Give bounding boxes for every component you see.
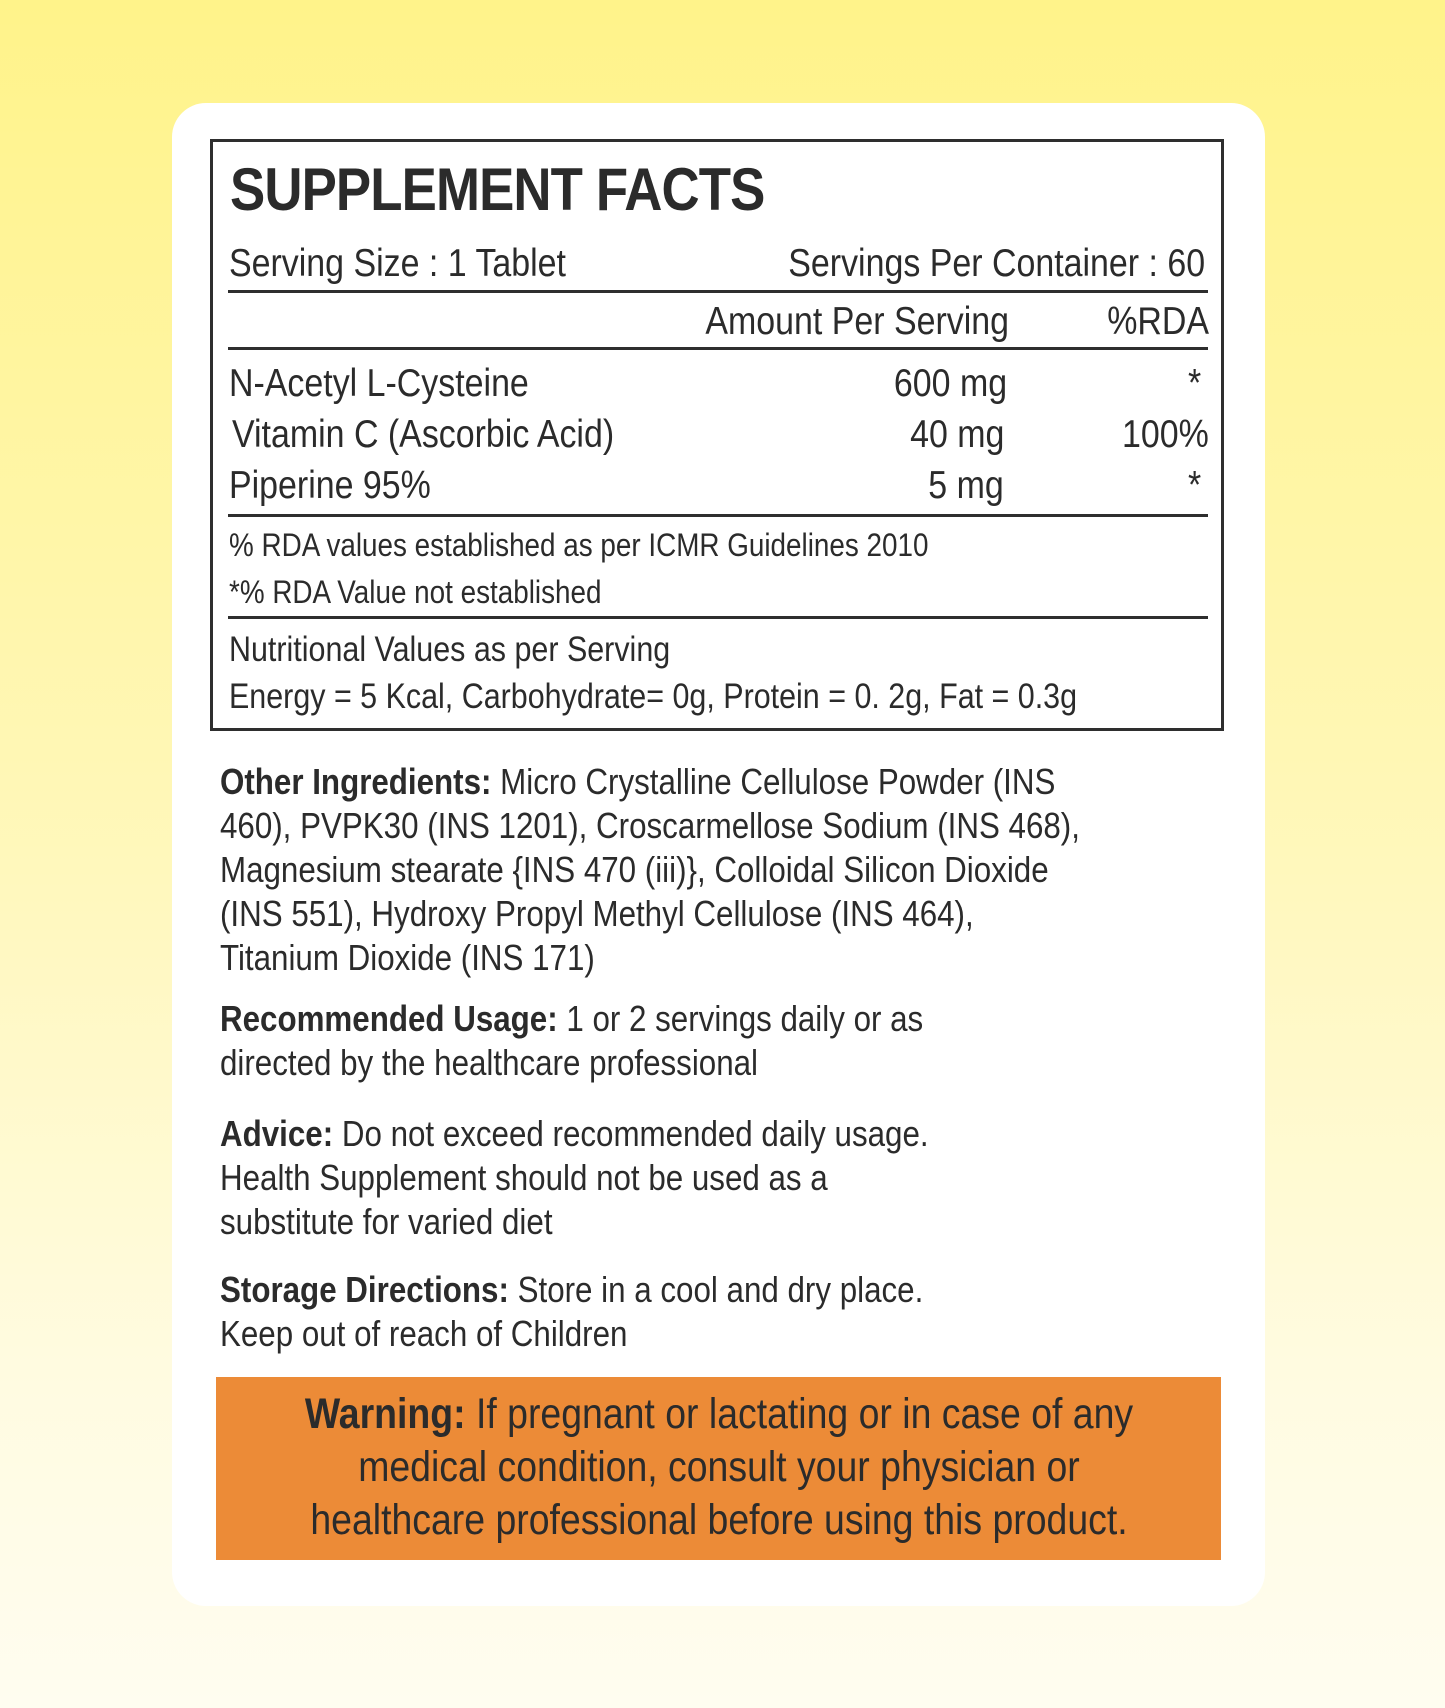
- ingredient-amount: 600 mg: [893, 362, 1007, 405]
- column-rda-header: %RDA: [1107, 300, 1209, 343]
- other-ingredients-line: Magnesium stearate {INS 470 (iii)}, Colloidal Silicon Dioxide: [220, 849, 1049, 890]
- facts-title: SUPPLEMENT FACTS: [230, 156, 765, 223]
- recommended-usage: [220, 997, 1250, 1085]
- ingredient-rda: 100%: [1122, 413, 1209, 456]
- warning-line: If pregnant or lactating or in case of any: [465, 1390, 1133, 1438]
- nutritional-values: Energy = 5 Kcal, Carbohydrate= 0g, Protein = 0. 2g, Fat = 0.3g: [229, 677, 1078, 716]
- ingredient-rda: *: [1187, 464, 1201, 507]
- rda-not-established-note: *% RDA Value not established: [229, 574, 602, 610]
- ingredient-amount: 5 mg: [928, 464, 1004, 507]
- warning-text: [216, 1388, 1221, 1547]
- divider-1: [228, 290, 1208, 293]
- other-ingredients-line: Micro Crystalline Cellulose Powder (INS: [491, 761, 1056, 802]
- recommended-usage-label: Recommended Usage:: [220, 998, 558, 1039]
- divider-2: [228, 347, 1208, 350]
- ingredient-name: N-Acetyl L-Cysteine: [229, 362, 529, 405]
- recommended-usage-line: directed by the healthcare professional: [220, 1042, 758, 1083]
- storage-directions: [220, 1268, 1250, 1356]
- recommended-usage-line: 1 or 2 servings daily or as: [557, 998, 924, 1039]
- other-ingredients-label: Other Ingredients:: [220, 761, 492, 802]
- ingredient-rda: *: [1187, 362, 1201, 405]
- rda-note: % RDA values established as per ICMR Guidelines 2010: [229, 527, 929, 563]
- other-ingredients-line: Titanium Dioxide (INS 171): [220, 937, 595, 978]
- warning-label: Warning:: [304, 1390, 466, 1438]
- serving-size: Serving Size : 1 Tablet: [229, 242, 566, 285]
- ingredient-name: Piperine 95%: [229, 464, 431, 507]
- advice-line: substitute for varied diet: [220, 1201, 553, 1242]
- advice-label: Advice:: [220, 1113, 334, 1154]
- ingredient-amount: 40 mg: [909, 413, 1004, 456]
- other-ingredients-line: 460), PVPK30 (INS 1201), Croscarmellose Sodium (INS 468),: [220, 805, 1080, 846]
- servings-per-container: Servings Per Container : 60: [788, 242, 1205, 285]
- warning-line: healthcare professional before using this product.: [309, 1496, 1128, 1544]
- other-ingredients: [220, 760, 1250, 980]
- warning-line: medical condition, consult your physician or: [357, 1443, 1080, 1491]
- storage-directions-line: Keep out of reach of Children: [220, 1313, 628, 1354]
- advice-line: Do not exceed recommended daily usage.: [333, 1113, 929, 1154]
- divider-3: [228, 514, 1208, 517]
- ingredient-name: Vitamin C (Ascorbic Acid): [232, 413, 615, 456]
- advice-line: Health Supplement should not be used as a: [220, 1157, 828, 1198]
- storage-directions-label: Storage Directions:: [220, 1269, 509, 1310]
- storage-directions-line: Store in a cool and dry place.: [508, 1269, 924, 1310]
- column-amount-header: Amount Per Serving: [705, 300, 1009, 343]
- advice: [220, 1112, 1250, 1244]
- nutritional-heading: Nutritional Values as per Serving: [229, 630, 671, 669]
- other-ingredients-line: (INS 551), Hydroxy Propyl Methyl Cellulose (INS 464),: [220, 893, 974, 934]
- divider-4: [228, 616, 1208, 619]
